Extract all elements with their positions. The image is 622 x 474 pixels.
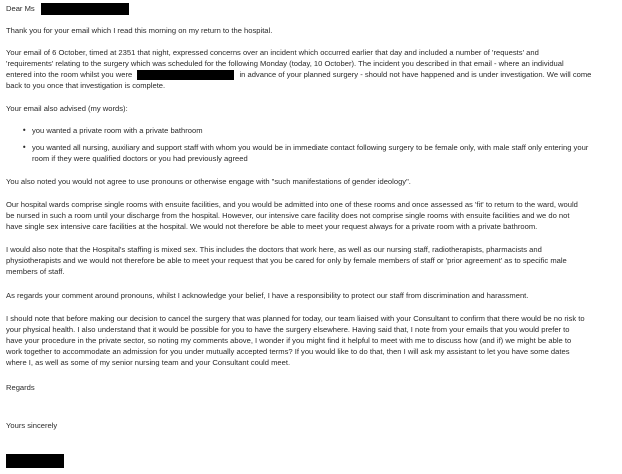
paragraph-8-line-5: where I, as well as some of my senior nursing team and your Consultant could meet. bbox=[6, 358, 291, 367]
paragraph-8-line-1: I should note that before making our decision to cancel the surgery that was planned for today, our team liaised with your Consultant to confirm that there would be no risk to bbox=[6, 314, 585, 323]
paragraph-2-line-1: Your email of 6 October, timed at 2351 that night, expressed concerns over an incident which occurred earlier that day and included a number of 'requests' and bbox=[6, 48, 539, 57]
redacted-signature bbox=[6, 454, 64, 468]
paragraph-8-line-2: your physical health. I also understand that it would be possible for you to have the surgery elsewhere. Having said that, I note from your emails that you would prefer to bbox=[6, 325, 570, 334]
paragraph-8-line-3: have your procedure in the private sector, so noting my comments above, I wonder if you might find it helpful to meet with me to discuss how (and if) we might be able to bbox=[6, 336, 572, 345]
paragraph-8-line-4: work together to accommodate an admission for you under mutually accepted terms? If you would like to do that, then I will ask my assistant to let you have some dates bbox=[6, 347, 570, 356]
closing: Yours sincerely bbox=[6, 421, 58, 430]
paragraph-6-line-2: physiotherapists and we would not therefore be able to meet your request that you be cared for only by female members of staff or 'prior agreement' as to specific male bbox=[6, 256, 567, 265]
paragraph-2-line-3-start: entered into the room whilst you were bbox=[6, 70, 133, 79]
paragraph-7-line-1: As regards your comment around pronouns, whilst I acknowledge your belief, I have a responsibility to protect our staff from discrimination and harassment. bbox=[6, 291, 529, 300]
bullet-marker: • bbox=[22, 126, 27, 135]
bullet-marker: • bbox=[22, 143, 27, 152]
paragraph-5-line-2: be nursed in such a room until your discharge from the hospital. However, our intensive care facility does not comprise single rooms with ensuite facilities and we do not bbox=[6, 211, 570, 220]
paragraph-4-line-1: You also noted you would not agree to use pronouns or otherwise engage with "such manifestations of gender ideology". bbox=[6, 177, 411, 186]
redacted-sender-name bbox=[6, 454, 64, 468]
redacted-text bbox=[137, 70, 234, 80]
redacted-recipient-name bbox=[41, 3, 129, 15]
bullet-2-line-2: room if they were qualified doctors or you had previously agreed bbox=[32, 154, 248, 163]
paragraph-5-line-1: Our hospital wards comprise single rooms with ensuite facilities, and you would be admitted into one of these rooms and once assessed as 'fit' to return to the ward, would bbox=[6, 200, 578, 209]
paragraph-2-line-4: back to you once that investigation is complete. bbox=[6, 81, 166, 90]
regards: Regards bbox=[6, 383, 35, 392]
salutation-line bbox=[6, 3, 129, 15]
paragraph-2-line-2: 'requirements' relating to the surgery which was scheduled for the following Monday (today, 10 October). The incident you described in that email - where an individual bbox=[6, 59, 564, 68]
bullet-2-line-1: you wanted all nursing, auxiliary and support staff with whom you would be in immediate contact following surgery to be female only, with male staff only entering your bbox=[32, 143, 589, 152]
salutation: Dear Ms bbox=[6, 4, 35, 13]
paragraph-2-line-3-end: in advance of your planned surgery - should not have happened and is under investigation. We will come bbox=[239, 70, 592, 79]
paragraph-6-line-3: members of staff. bbox=[6, 267, 65, 276]
paragraph-2-line-3 bbox=[6, 69, 591, 80]
paragraph-1-line-1: Thank you for your email which I read this morning on my return to the hospital. bbox=[6, 26, 273, 35]
paragraph-3-line-1: Your email also advised (my words): bbox=[6, 104, 128, 113]
paragraph-5-line-3: have single sex intensive care facilities at the hospital. We would not therefore be able to meet your request always for a private room with a private bathroom. bbox=[6, 222, 538, 231]
bullet-1-line-1: you wanted a private room with a private bathroom bbox=[32, 126, 203, 135]
paragraph-6-line-1: I would also note that the Hospital's staffing is mixed sex. This includes the doctors that work here, as well as our nursing staff, radiotherapists, pharmacists and bbox=[6, 245, 542, 254]
